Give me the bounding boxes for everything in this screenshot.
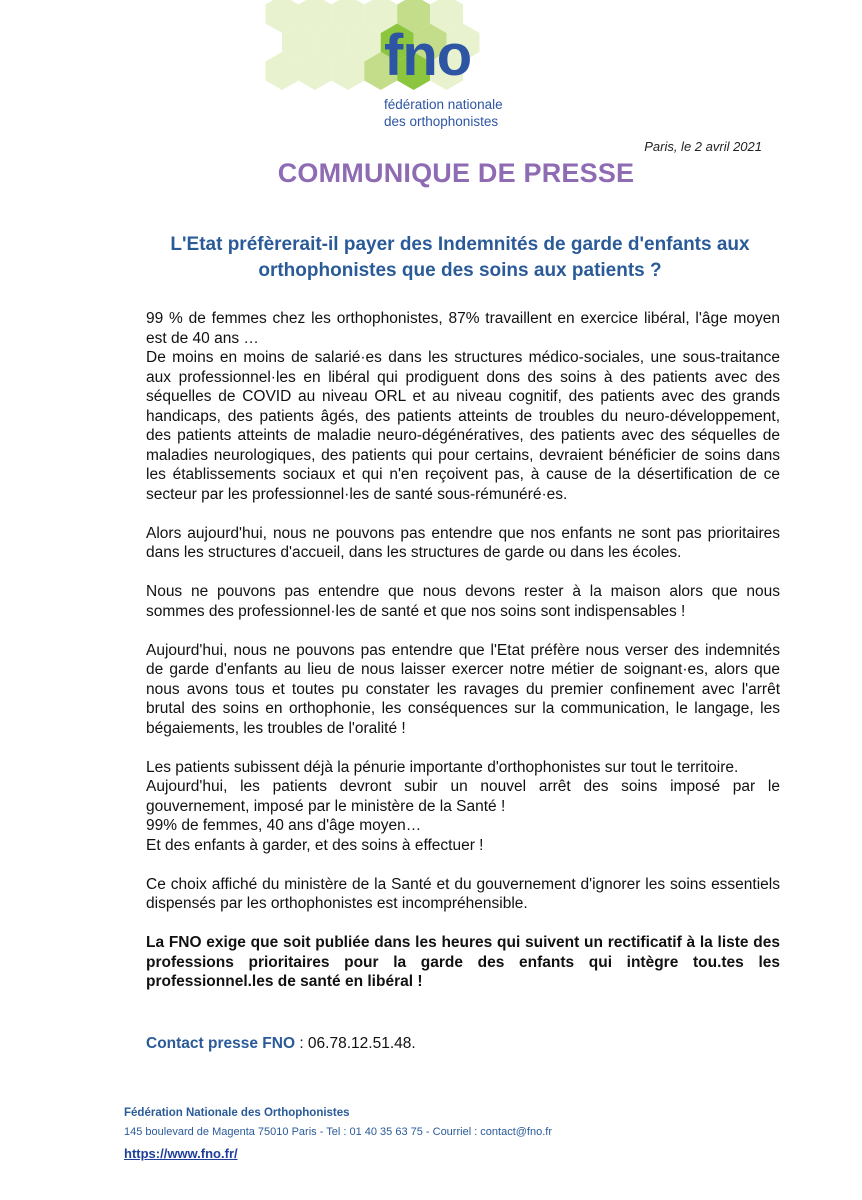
- website-link[interactable]: https://www.fno.fr/: [124, 1146, 238, 1161]
- footer-org-name: Fédération Nationale des Orthophonistes: [124, 1107, 350, 1119]
- paragraph: 99 % de femmes chez les orthophonistes, 87% travaillent en exercice libéral, l'âge moyen est de 40 ans … De moins en moins de salarié·es dans les structures médico-sociales, une sous-traitance aux professionnel·les en libéral qui prodiguent dons des soins à des patients avec des séquelles de COVID au niveau ORL et au niveau cognitif, des patients avec des grands handicaps, des patients âgés, des patients atteints de troubles du neuro-développement, des patients atteints de maladie neuro-dégénératives, des patients avec des séquelles de maladies neurologiques, des patients qui pour certains, devraient bénéficier de soins dans les établissements sociaux et qui n'en reçoivent pas, à cause de la désertification de ce secteur par les professionnel·les de santé sous-rémunéré·es.: [146, 310, 780, 503]
- headline: L'Etat préfèrerait-il payer des Indemnités de garde d'enfants aux orthophonistes que des soins aux patients ?: [170, 234, 750, 281]
- paragraph: Ce choix affiché du ministère de la Santé et du gouvernement d'ignorer les soins essentiels dispensés par les orthophonistes est incompréhensible.: [146, 875, 780, 912]
- footer-address: 145 boulevard de Magenta 75010 Paris - Tel : 01 40 35 63 75 - Courriel : contact@fno.fr: [124, 1126, 553, 1138]
- contact-label: Contact presse FNO: [146, 1035, 296, 1052]
- paragraph: Nous ne pouvons pas entendre que nous devons rester à la maison alors que nous sommes des professionnel·les de santé et que nos soins sont indispensables !: [146, 583, 780, 620]
- fno-logo: [262, 0, 552, 140]
- logo-subtitle: fédération nationale des orthophonistes: [384, 97, 503, 129]
- contact-phone: : 06.78.12.51.48.: [295, 1035, 416, 1052]
- closing-demand: La FNO exige que soit publiée dans les heures qui suivent un rectificatif à la liste des professions prioritaires pour la garde des enfants qui intègre tou.tes les professionnel.les de santé en libéral !: [146, 934, 780, 990]
- press-date: Paris, le 2 avril 2021: [644, 139, 762, 154]
- footer: [124, 1107, 724, 1163]
- paragraph: Aujourd'hui, nous ne pouvons pas entendre que l'Etat préfère nous verser des indemnités de garde d'enfants au lieu de nous laisser exercer notre métier de soignant·es, alors que nous avons tous et toutes pu constater les ravages du premier confinement avec l'arrêt brutal des soins en orthophonie, les conséquences sur la communication, le langage, les bégaiements, les troubles de l'oralité !: [146, 641, 780, 737]
- paragraph: Les patients subissent déjà la pénurie importante d'orthophonistes sur tout le territoire. Aujourd'hui, les patients devront subir un nouvel arrêt des soins imposé par le gouvernement, imposé par le ministère de la Santé ! 99% de femmes, 40 ans d'âge moyen… Et des enfants à garder, et des soins à effectuer !: [146, 758, 780, 854]
- press-body: [146, 309, 780, 1011]
- paragraph: Alors aujourd'hui, nous ne pouvons pas entendre que nos enfants ne sont pas prioritaires dans les structures d'accueil, dans les structures de garde ou dans les écoles.: [146, 524, 780, 561]
- logo-wordmark: fno: [384, 23, 472, 88]
- press-contact: [146, 1035, 780, 1053]
- page-title: COMMUNIQUE DE PRESSE: [277, 158, 635, 188]
